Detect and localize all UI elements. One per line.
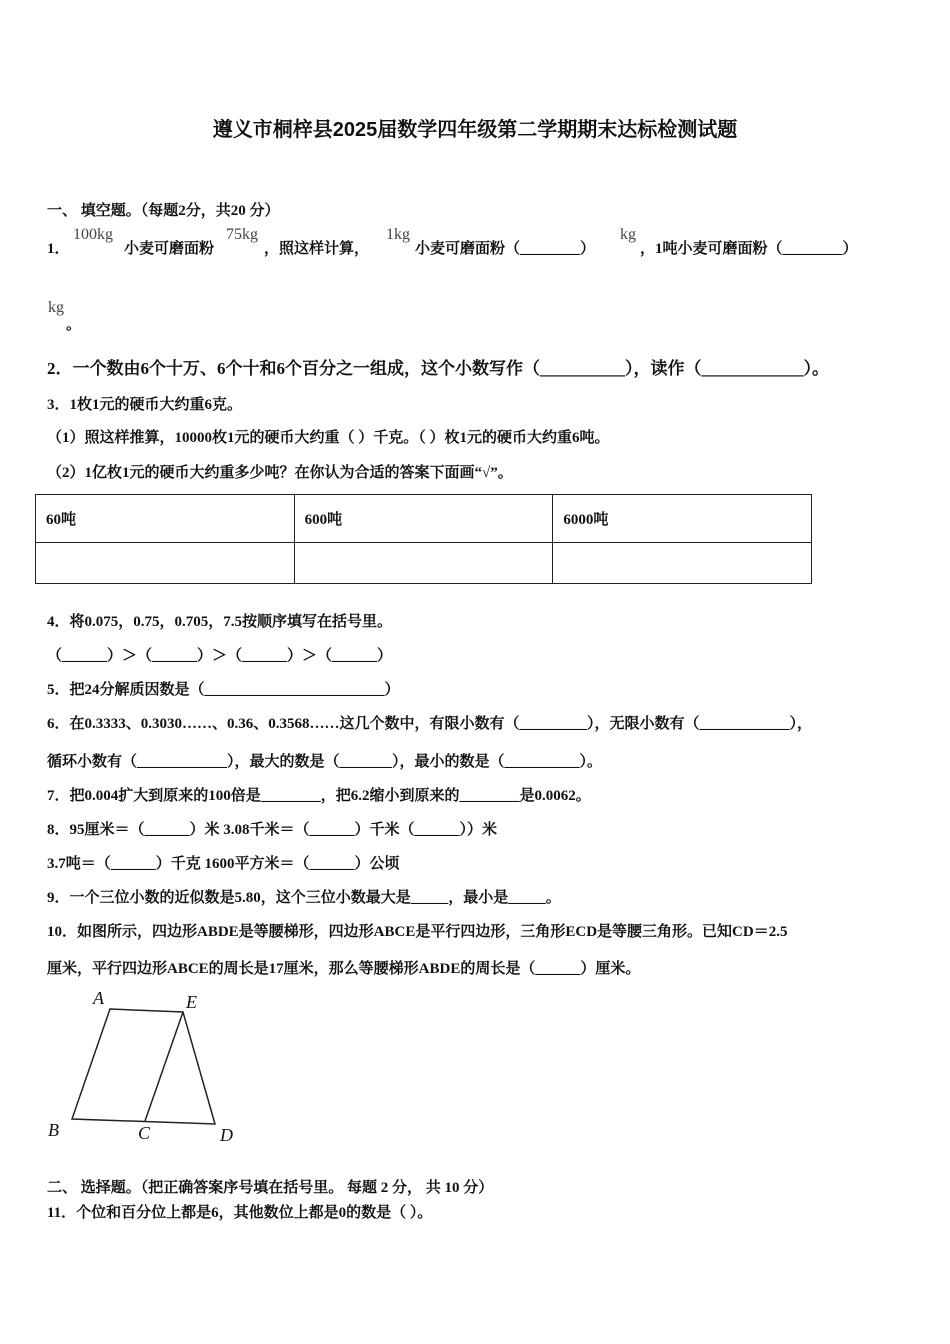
question-3: 3．1枚1元的硬币大约重6克。 bbox=[47, 397, 243, 413]
table-header-6000: 6000吨 bbox=[553, 495, 812, 543]
question-1-number: 1． bbox=[47, 241, 70, 257]
question-11: 11．个位和百分位上都是6，其他数位上都是0的数是（ ）。 bbox=[47, 1205, 433, 1221]
question-2: 2．一个数由6个十万、6个十和6个百分之一组成，这个小数写作（__________），读作（____________）。 bbox=[47, 359, 829, 378]
q1-sup-100kg: 100kg bbox=[73, 226, 113, 243]
segment-ec bbox=[145, 1012, 183, 1121]
label-b: B bbox=[48, 1120, 59, 1140]
q1-text-2: ，照这样计算， bbox=[264, 241, 370, 257]
label-a: A bbox=[93, 988, 104, 1008]
q1-sup-1kg: 1kg bbox=[386, 226, 410, 243]
q1-unit-kg: kg bbox=[48, 299, 64, 316]
question-9: 9．一个三位小数的近似数是5.80，这个三位小数最大是_____，最小是_____。 bbox=[47, 890, 561, 906]
q1-text-1: 小麦可磨面粉 bbox=[124, 241, 215, 257]
section-heading-1: 一、 填空题。（每题2分，共20 分） bbox=[47, 203, 280, 219]
question-6: 6．在0.3333、0.3030……、0.36、0.3568……这几个数中，有限小数有（_________），无限小数有（____________）， bbox=[47, 716, 813, 732]
question-4-blanks: （______）＞（______）＞（______）＞（______） bbox=[47, 648, 393, 664]
question-6-continued: 循环小数有（____________），最大的数是（_______），最小的数是（__________）。 bbox=[47, 754, 603, 770]
label-d: D bbox=[220, 1125, 233, 1145]
question-3-part-1: （1）照这样推算，10000枚1元的硬币大约重（ ）千克。（ ）枚1元的硬币大约重6吨。 bbox=[47, 430, 610, 446]
question-7: 7．把0.004扩大到原来的100倍是________，把6.2缩小到原来的________是0.0062。 bbox=[47, 788, 591, 804]
table-header-60: 60吨 bbox=[36, 495, 295, 543]
question-5: 5．把24分解质因数是（________________________） bbox=[47, 682, 400, 698]
section-heading-2: 二、 选择题。（把正确答案序号填在括号里。 每题 2 分， 共 10 分） bbox=[47, 1180, 494, 1196]
table-header-600: 600吨 bbox=[294, 495, 553, 543]
question-10-continued: 厘米，平行四边形ABCE的周长是17厘米，那么等腰梯形ABDE的周长是（______）厘米。 bbox=[47, 961, 641, 977]
q1-sup-75kg: 75kg bbox=[226, 226, 258, 243]
page-title: 遵义市桐梓县2025届数学四年级第二学期期末达标检测试题 bbox=[212, 119, 738, 141]
trapezoid-abde bbox=[72, 1009, 215, 1124]
q1-end: 。 bbox=[66, 317, 82, 333]
label-c: C bbox=[138, 1123, 151, 1143]
question-4: 4．将0.075，0.75，0.705，7.5按顺序填写在括号里。 bbox=[47, 614, 393, 630]
q1-sup-kg: kg bbox=[620, 226, 636, 243]
question-3-part-2: （2）1亿枚1元的硬币大约重多少吨？在你认为合适的答案下面画“√”。 bbox=[47, 465, 513, 481]
label-e: E bbox=[186, 992, 197, 1012]
question-10: 10．如图所示，四边形ABDE是等腰梯形，四边形ABCE是平行四边形，三角形ECD是等腰三角形。已知CD＝2.5 bbox=[47, 924, 788, 940]
question-8-continued: 3.7吨＝（______）千克 1600平方米＝（______）公顷 bbox=[47, 856, 400, 872]
q1-text-3: 小麦可磨面粉（________） bbox=[415, 241, 596, 257]
q1-text-4: ，1吨小麦可磨面粉（________） bbox=[640, 241, 858, 257]
question-8: 8．95厘米＝（______）米 3.08千米＝（______）千米（______））米 bbox=[47, 822, 498, 838]
